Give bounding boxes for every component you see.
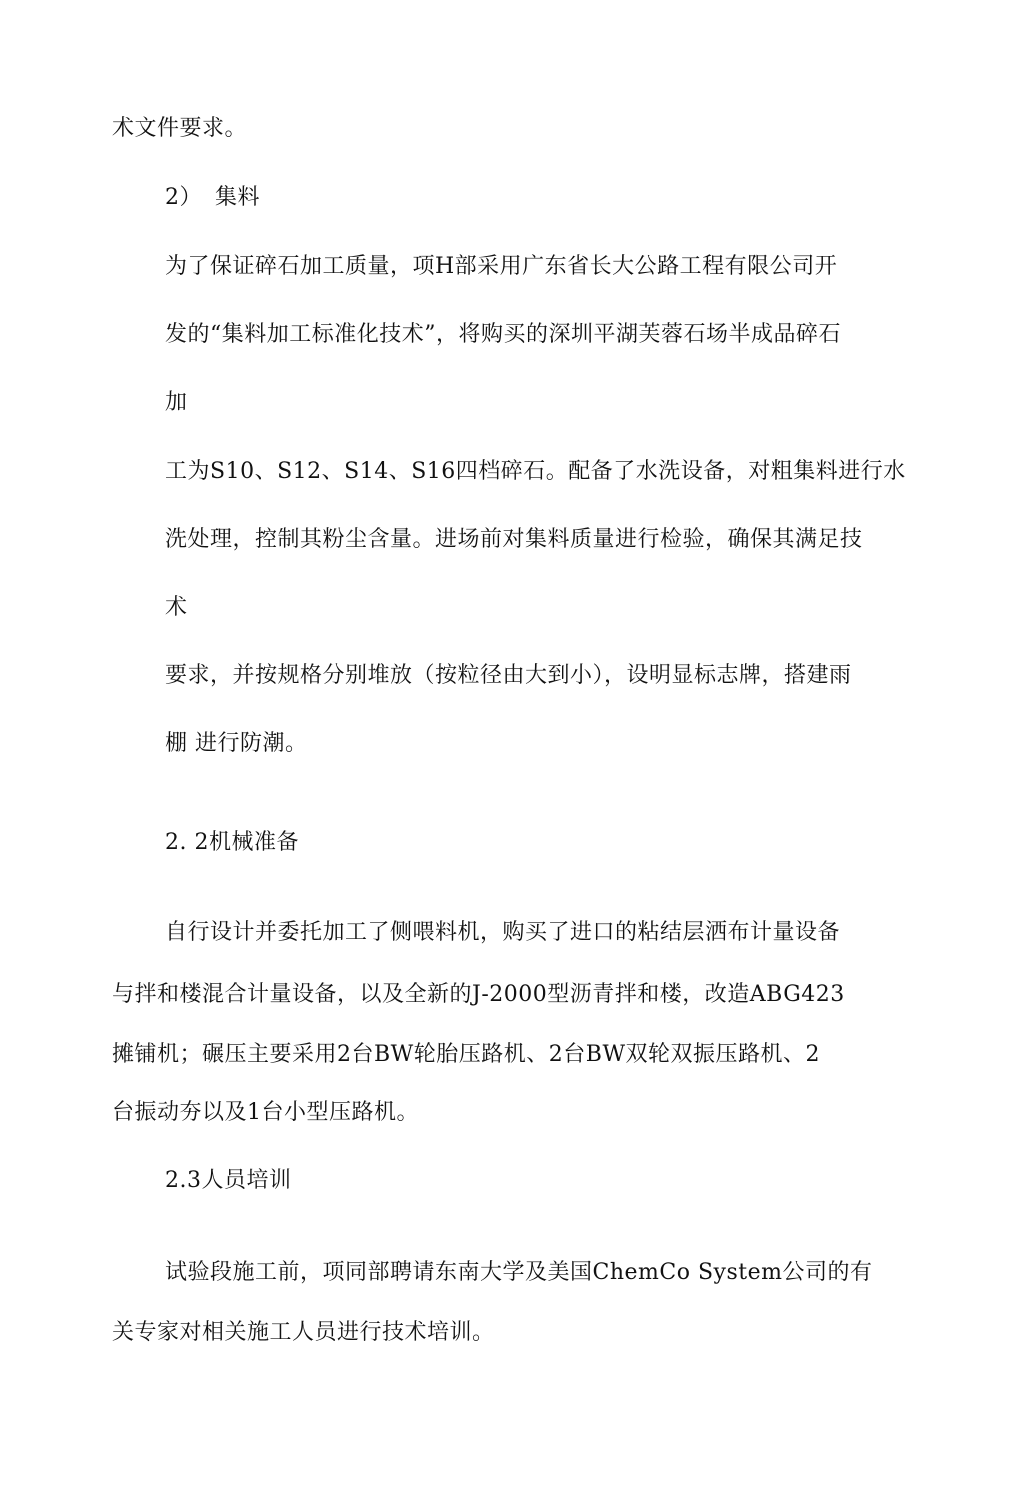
section-title: 集料 bbox=[215, 185, 261, 210]
paragraph-line: 要求，并按规格分别堆放（按粒径由大到小），设明显标志牌，搭建雨 bbox=[165, 663, 852, 688]
section-heading-aggregate bbox=[165, 183, 260, 213]
paragraph-line: 关专家对相关施工人员进行技术培训。 bbox=[112, 1320, 495, 1345]
paragraph-line: 试验段施工前，项同部聘请东南大学及美国ChemCo System公司的有 bbox=[165, 1260, 873, 1285]
section-heading-machinery: 2. 2机械准备 bbox=[165, 830, 299, 855]
paragraph-line: 为了保证碎石加工质量，项H部采用广东省长大公路工程有限公司开 bbox=[165, 254, 838, 279]
paragraph-line: 洗处理，控制其粉尘含量。进场前对集料质量进行检验，确保其满足技 bbox=[165, 527, 863, 552]
section-heading-training: 2.3人员培训 bbox=[165, 1168, 292, 1193]
paragraph-line: 自行设计并委托加工了侧喂料机，购买了进口的粘结层洒布计量设备 bbox=[165, 920, 841, 945]
paragraph-line: 工为S10、S12、S14、S16四档碎石。配备了水洗设备，对粗集料进行水 bbox=[165, 459, 906, 484]
paragraph-line: 发的“集料加工标准化技术”，将购买的深圳平湖芙蓉石场半成品碎石 bbox=[165, 322, 841, 347]
section-number: 2） bbox=[165, 185, 202, 210]
paragraph-line: 台振动夯以及1台小型压路机。 bbox=[112, 1100, 419, 1125]
paragraph-line: 棚 进行防潮。 bbox=[165, 731, 308, 756]
paragraph-line: 与拌和楼混合计量设备，以及全新的J-2000型沥青拌和楼，改造ABG423 bbox=[112, 982, 845, 1007]
paragraph-line: 术 bbox=[165, 595, 188, 620]
paragraph-line: 摊铺机；碾压主要采用2台BW轮胎压路机、2台BW双轮双振压路机、2 bbox=[112, 1042, 821, 1067]
paragraph-line: 术文件要求。 bbox=[112, 116, 248, 141]
paragraph-line: 加 bbox=[165, 390, 188, 415]
